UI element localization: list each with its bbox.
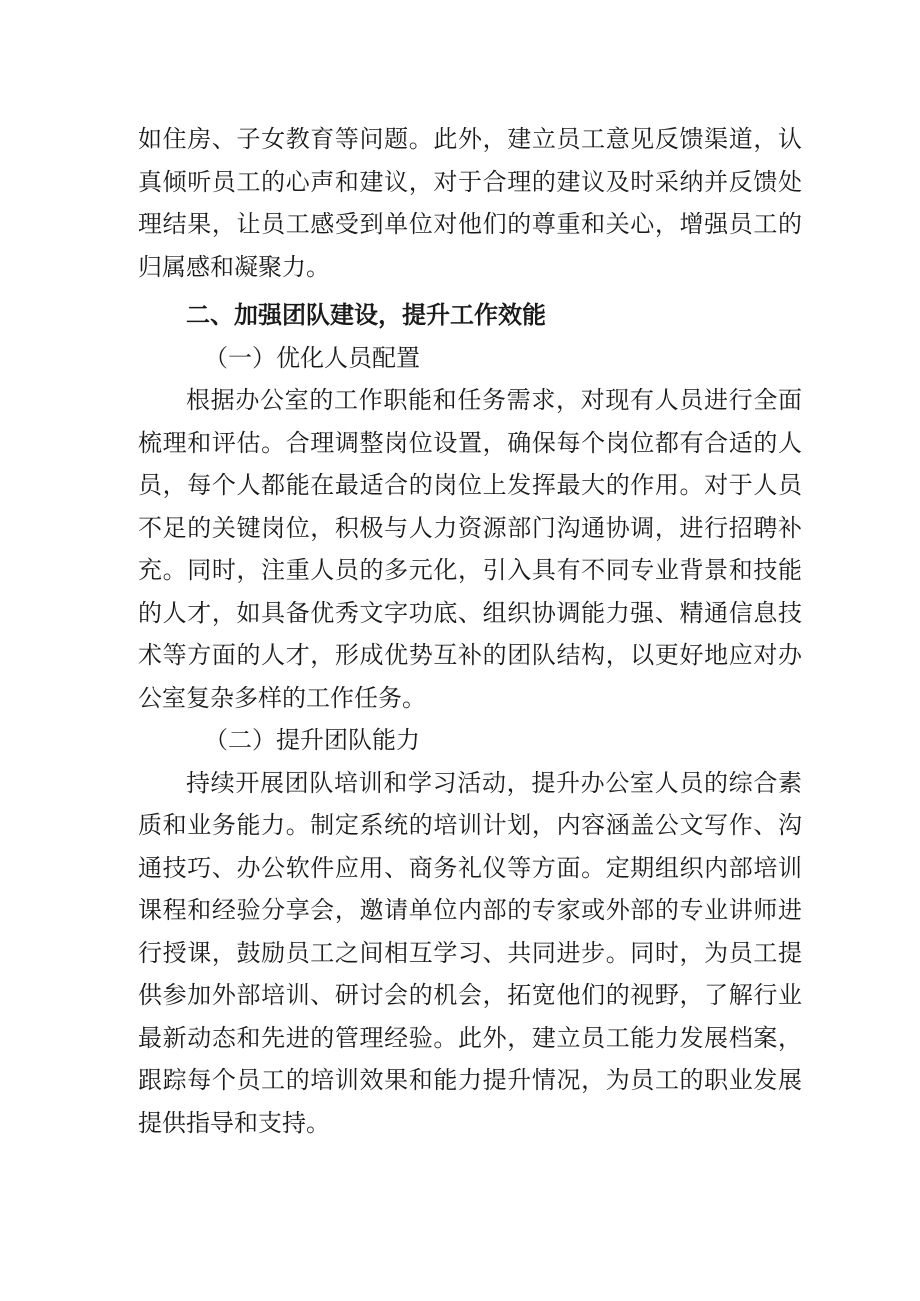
body-paragraph-1: 根据办公室的工作职能和任务需求，对现有人员进行全面梳理和评估。合理调整岗位设置，确保每个岗位都有合适的人员，每个人都能在最适合的岗位上发挥最大的作用。对于人员不足的关键岗位，积极与人力资源部门沟通协调，进行招聘补充。同时，注重人员的多元化，引入具有不同专业背景和技能的人才，如具备优秀文字功底、组织协调能力强、精通信息技术等方面的人才，形成优势互补的团队结构，以更好地应对办公室复杂多样的工作任务。 bbox=[138, 386, 802, 712]
body-paragraph-continued: 如住房、子女教育等问题。此外，建立员工意见反馈渠道，认真倾听员工的心声和建议，对于合理的建议及时采纳并反馈处理结果，让员工感受到单位对他们的尊重和关心，增强员工的归属感和凝聚力。 bbox=[138, 125, 802, 281]
body-paragraph-2: 持续开展团队培训和学习活动，提升办公室人员的综合素质和业务能力。制定系统的培训计划，内容涵盖公文写作、沟通技巧、办公软件应用、商务礼仪等方面。定期组织内部培训课程和经验分享会，邀请单位内部的专家或外部的专业讲师进行授课，鼓励员工之间相互学习、共同进步。同时，为员工提供参加外部培训、研讨会的机会，拓宽他们的视野，了解行业最新动态和先进的管理经验。此外，建立员工能力发展档案，跟踪每个员工的培训效果和能力提升情况，为员工的职业发展提供指导和支持。 bbox=[138, 768, 802, 1137]
section-heading: 二、加强团队建设，提升工作效能 bbox=[186, 301, 546, 329]
subsection-heading-2: （二）提升团队能力 bbox=[204, 726, 420, 754]
subsection-heading-1: （一）优化人员配置 bbox=[204, 343, 420, 372]
document-body bbox=[138, 118, 802, 1144]
